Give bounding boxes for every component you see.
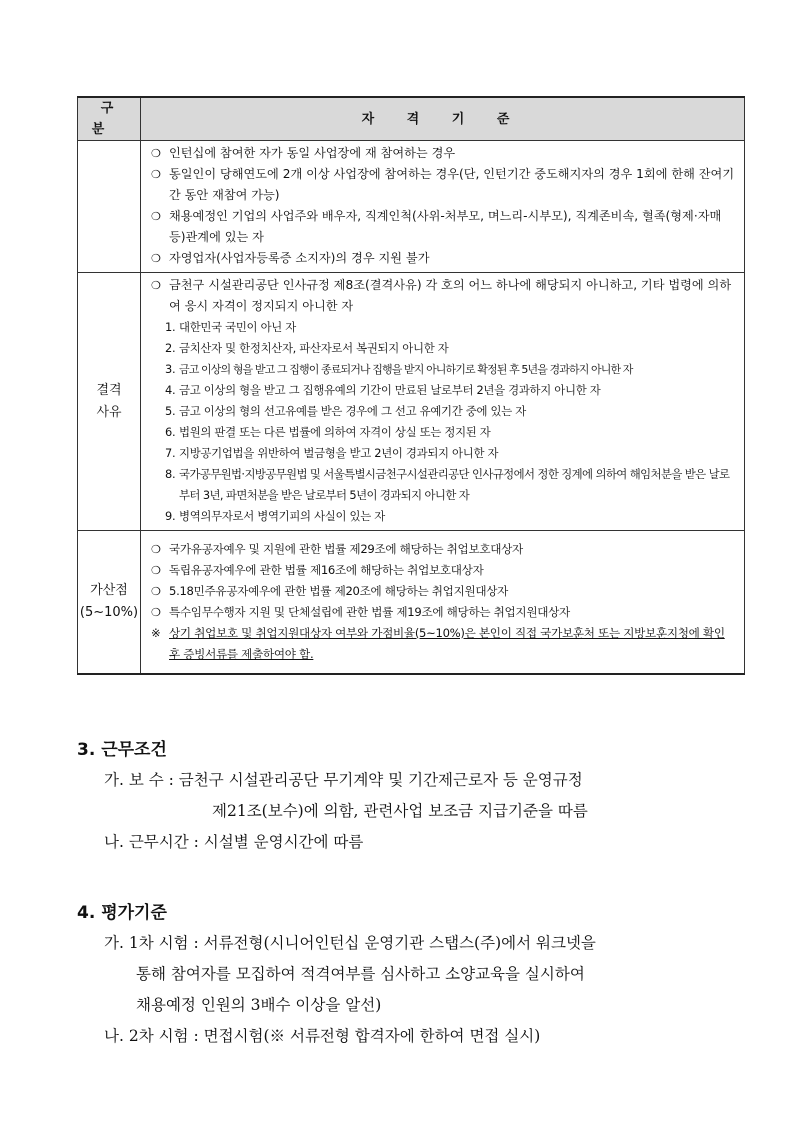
numbered-item: 1. 대한민국 국민이 아닌 자 bbox=[165, 320, 296, 334]
list-item: ❍ 국가유공자예우 및 지원에 관한 법률 제29조에 해당하는 취업보호대상자 bbox=[151, 539, 738, 560]
header-criteria: 자 격 기 준 bbox=[141, 97, 745, 141]
row-criteria bbox=[141, 273, 745, 531]
row-category-bonus-points: 가산점 (5~10%) bbox=[78, 531, 141, 675]
qualification-table bbox=[77, 96, 745, 675]
circle-bullet-icon: ❍ bbox=[151, 252, 161, 265]
list-item: ❍ 5.18민주유공자예우에 관한 법률 제20조에 해당하는 취업지원대상자 bbox=[151, 581, 738, 602]
list-item: ❍ 채용예정인 기업의 사업주와 배우자, 직계인척(사위-처부모, 며느리-시부모), 직계존비속, 혈족(형제·자매 등)관계에 있는 자 bbox=[151, 206, 738, 248]
section3-item-salary-cont: 제21조(보수)에 의함, 관련사업 보조금 지급기준을 따름 bbox=[212, 802, 588, 820]
list-item: ❍ 특수임무수행자 지원 및 단체설립에 관한 법률 제19조에 해당하는 취업지원대상자 bbox=[151, 602, 738, 623]
numbered-item: 6. 법원의 판결 또는 다른 법률에 의하여 자격이 상실 또는 정지된 자 bbox=[165, 425, 491, 439]
list-item: ❍ 동일인이 당해연도에 2개 이상 사업장에 참여하는 경우(단, 인턴기간 중도해지자의 경우 1회에 한해 잔여기간 동안 재참여 가능) bbox=[151, 164, 738, 206]
row-category-disqualification: 결격 사유 bbox=[78, 273, 141, 531]
row-criteria bbox=[141, 531, 745, 675]
list-item: ❍ 금천구 시설관리공단 인사규정 제8조(결격사유) 각 호의 어느 하나에 해당되지 아니하고, 기타 법령에 의하여 응시 자격이 정지되지 아니한 자 bbox=[151, 275, 738, 317]
note-item: ※ 상기 취업보호 및 취업지원대상자 여부와 가점비율(5~10%)은 본인이 직접 국가보훈처 또는 지방보훈지청에 확인 후 증빙서류를 제출하여야 함. bbox=[151, 623, 738, 665]
list-item: ❍ 독립유공자예우에 관한 법률 제16조에 해당하는 취업보호대상자 bbox=[151, 560, 738, 581]
circle-bullet-icon: ❍ bbox=[151, 543, 161, 556]
circle-bullet-icon: ❍ bbox=[151, 585, 161, 598]
numbered-item: 2. 금치산자 및 한정치산자, 파산자로서 복권되지 아니한 자 bbox=[165, 341, 449, 355]
table-row bbox=[78, 531, 745, 675]
circle-bullet-icon: ❍ bbox=[151, 564, 161, 577]
section4-item-first-exam-cont: 통해 참여자를 모집하여 적격여부를 심사하고 소양교육을 실시하여 bbox=[136, 965, 585, 983]
numbered-item: 8. 국가공무원법·지방공무원법 및 서울특별시금천구시설관리공단 인사규정에서 정한 징계에 의하여 해임처분을 받은 날로부터 3년, 파면처분을 받은 날로부터 5년이 경과되지 아니한 자 bbox=[165, 467, 730, 502]
numbered-item: 3. 금고 이상의 형을 받고 그 집행이 종료되거나 집행을 받지 아니하기로 확정된 후 5년을 경과하지 아니한 자 bbox=[165, 362, 633, 376]
list-item: ❍ 자영업자(사업자등록증 소지자)의 경우 지원 불가 bbox=[151, 248, 738, 269]
table-row bbox=[78, 273, 745, 531]
numbered-item: 9. 병역의무자로서 병역기피의 사실이 있는 자 bbox=[165, 509, 385, 523]
table-header-row bbox=[78, 97, 745, 141]
section3-item-salary: 가. 보 수 : 금천구 시설관리공단 무기계약 및 기간제근로자 등 운영규정 bbox=[104, 771, 583, 789]
row-category bbox=[78, 141, 141, 273]
circle-bullet-icon: ❍ bbox=[151, 606, 161, 619]
header-category: 구 분 bbox=[78, 97, 141, 141]
section3-item-hours: 나. 근무시간 : 시설별 운영시간에 따름 bbox=[104, 833, 364, 851]
section4-item-first-exam-cont2: 채용예정 인원의 3배수 이상을 알선) bbox=[136, 996, 382, 1014]
numbered-item: 4. 금고 이상의 형을 받고 그 집행유예의 기간이 만료된 날로부터 2년을 경과하지 아니한 자 bbox=[165, 383, 601, 397]
section4-item-second-exam: 나. 2차 시험 : 면접시험(※ 서류전형 합격자에 한하여 면접 실시) bbox=[104, 1027, 541, 1045]
numbered-item: 5. 금고 이상의 형의 선고유예를 받은 경우에 그 선고 유예기간 중에 있는 자 bbox=[165, 404, 526, 418]
row-criteria bbox=[141, 141, 745, 273]
circle-bullet-icon: ❍ bbox=[151, 210, 161, 223]
numbered-item: 7. 지방공기업법을 위반하여 벌금형을 받고 2년이 경과되지 아니한 자 bbox=[165, 446, 499, 460]
section4-item-first-exam: 가. 1차 시험 : 서류전형(시니어인턴십 운영기관 스탭스(주)에서 워크넷을 bbox=[104, 934, 596, 952]
section-title-work-conditions: 3. 근무조건 bbox=[77, 740, 167, 760]
circle-bullet-icon: ❍ bbox=[151, 147, 161, 160]
reference-mark-icon: ※ bbox=[151, 626, 161, 640]
circle-bullet-icon: ❍ bbox=[151, 168, 161, 181]
section-title-evaluation: 4. 평가기준 bbox=[77, 903, 167, 923]
circle-bullet-icon: ❍ bbox=[151, 279, 161, 292]
list-item: ❍ 인턴십에 참여한 자가 동일 사업장에 재 참여하는 경우 bbox=[151, 143, 738, 164]
table-row bbox=[78, 141, 745, 273]
